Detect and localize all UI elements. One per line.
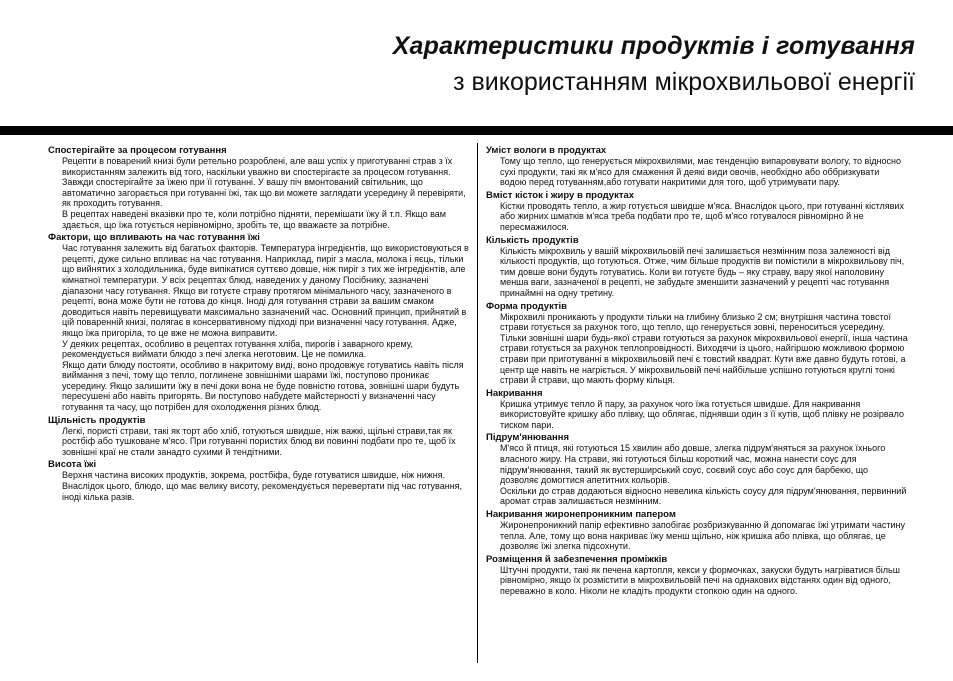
section-paragraph: Тому що тепло, що генерується мікрохвилями, має тенденцію випаровувати вологу, то відносно сухі продукти, такі як м'ясо для смаження й деякі види овочів, необхідно або оббризкувати водою перед готуванням,або готувати накритими для того, щоб утримувати пару. [500, 156, 901, 188]
section-heading: Розміщення й забезпечення проміжків [486, 553, 668, 565]
section [486, 432, 908, 507]
section-paragraph: Мікрохвилі проникають у продукти тільки на глибину близько 2 см; внутрішня частина товстої страви готується за рахунок того, що тепло, що генерується зовні, переноситься усередину. Тільки зовнішні шари будь-якої страви готуються за рахунок мікрохвильової енергії, інша частина страви готується за рахунок теплопровідності. Виходячи із цього, найгіршою можливою формою страви при приготуванні в мікрохвильовій печі є товстий квадрат. Кути вже давно будуть готові, а центр ще навіть не нагріється. У мікрохвильовій печі найбільше успішно готуються круглі тонкі страви й страви, що мають форму кільця. [500, 311, 908, 386]
section-heading: Кількість продуктів [486, 234, 579, 246]
section-heading: Форма продуктів [486, 300, 567, 312]
section-paragraph: М'ясо й птиця, які готуються 15 хвилин або довше, злегка підрум'яняться за рахунок їхнього власного жиру. На страви, які готуються більш короткий час, можна нанести соус для підрум'янювання, такий як вустерширський соус, соєвий соус або соус для барбекю, що дозволяє домогтися апетитних кольорів. [500, 443, 886, 486]
section-paragraph: Рецепти в поварений книзі були ретельно розроблені, але ваш успіх у приготуванні страв з їх використанням залежить від того, наскільки уважно ви спостерігаєте за процесом готування. Завжди спостерігайте за їжею при її готуванні. У вашу піч вмонтований світильник, що автоматично загорається при готуванні їжі, так що ви можете заглядати усередину й перевіряти, як проходить готування. [62, 156, 466, 209]
section-paragraph: Час готування залежить від багатьох факторів. Температура інгредієнтів, що використовуються в рецепті, дуже сильно впливає на час готування. Наприклад, пиріг з масла, молока і яєць, тільки що вийнятих з холодильника, буде випікатися суттєво довше, ніж пиріг з тих же інгредієнтів, але кімнатної температури. У всіх рецептах блюд, наведених у даному Посібнику, зазначені діапазони часу готування. Якщо ви готуєте страву протягом мінімального часу, зазначеного в рецепті, вона може бути не готова до кінця. Іноді для готування страви за вашим смаком доводиться навіть перевищувати максимально зазначений час. Основний принцип, прийнятий в цій поваренній книзі, полягає в консервативному підході при визначенні часу готування. Адже, якщо їжа пригоріла, то це вже не можна виправити. [62, 243, 469, 338]
right-column [486, 145, 908, 599]
section-paragraph: Кришка утримує тепло й пару, за рахунок чого їжа готується швидше. Для накривання використовуйте кришку або плівку, що облягає, піднявши один з її кутів, щоб плівку не розірвало тиском пари. [500, 398, 904, 430]
section [486, 554, 908, 597]
section-heading: Накривання [486, 387, 543, 399]
section [48, 232, 470, 413]
section-heading: Накривання жиронепроникним папером [486, 509, 676, 521]
section-paragraph: Оскільки до страв додаються відносно невелика кількість соусу для підрум'янювання, первинний аромат страв залишається незмінним. [500, 485, 907, 507]
section [486, 509, 908, 552]
section-paragraph: Кількість мікрохвиль у вашій мікрохвильовій печі залишається незмінним поза залежності від кількості продуктів, що готуються. Отже, чим більше продуктів ви помістили в мікрохвильову піч, тим довше вони будуть готуватись. Коли ви готуєте будь – яку страву, вару якої наполовину менша ваги, зазначеної в рецепті, не забудьте зменшити зазначений у рецепті час готування принаймні на одну третину. [500, 245, 905, 298]
section-heading: Вміст кісток і жиру в продуктах [486, 189, 635, 201]
section-heading: Висота їжі [48, 459, 97, 471]
section-heading: Підрум'янювання [486, 432, 570, 444]
section-heading: Щільність продуктів [48, 414, 146, 426]
page-subtitle: з використанням мікрохвильової енергії [453, 68, 915, 96]
section-paragraph: Легкі, пористі страви, такі як торт або хліб, готуються швидше, ніж важкі, щільні страви,так як ростбіф або тушковане м'ясо. При готуванні пористих блюд ви повинні подбати про те, щоб їх зовнішні краї не стали занадто сухими й тендітними. [62, 425, 456, 457]
section [486, 235, 908, 299]
section [486, 190, 908, 233]
page-title: Характеристики продуктів і готування [392, 32, 915, 60]
section-paragraph: В рецептах наведені вказівки про те, коли потрібно підняти, перемішати їжу й т.п. Якщо вам здається, що їжа готується нерівномірно, зробіть те, що вважаєте за потрібне. [62, 208, 446, 230]
section-paragraph: Якщо дати блюду постояти, особливо в накритому виді, воно продовжує готуватись навіть після виймання з печі, тому що тепло, поглинене зовнішніми шарами їжі, поступово проникає усередину. Якщо залишити їжу в печі доки вона не буде повністю готова, зовнішні шари будуть пересушені або навіть пригорять. Ви поступово набудете майстерності у визначенні часу готування та часу, що потрібен для охолодження різних блюд. [62, 359, 464, 413]
section [486, 301, 908, 386]
section-paragraph: Кістки проводять тепло, а жир готується швидше м'яса. Внаслідок цього, при готуванні кістлявих або жирних шматків м'яса треба подбати про те, щоб м'ясо готувалося рівномірно й не пересмажилося. [500, 200, 904, 232]
section-paragraph: Верхня частина високих продуктів, зокрема, ростбіфа, буде готуватися швидше, ніж нижня. Внаслідок цього, блюдо, що має велику висоту, рекомендується перевертати під час готування, іноді кілька разів. [62, 470, 463, 502]
section [486, 388, 908, 431]
section-paragraph: Жиронепроникний папір ефективно запобігає розбризкуванню й допомагає їжі утримати частину тепла. Але, тому що вона накриває їжу менш щільно, ніж кришка або плівка, що облягає, це дозволяє їжі злегка підсохнути. [500, 520, 905, 552]
column-divider [477, 143, 478, 663]
section [486, 145, 908, 188]
header-rule [0, 126, 953, 135]
section-paragraph: У деяких рецептах, особливо в рецептах готування хліба, пирогів і заварного крему, рекомендується виймати блюдо з печі злегка неготовим. Це не помилка. [62, 338, 413, 360]
section-paragraph: Штучні продукти, такі як печена картопля, кекси у формочках, закуски будуть нагріватися більш рівномірно, якщо їх розмістити в мікрохвильовій печі на однакових відстанях один від одного, переважно в коло. Ніколи не кладіть продукти стопкою один на одного. [500, 564, 900, 596]
section-heading: Спостерігайте за процесом готування [48, 145, 227, 156]
section [48, 459, 470, 502]
section-heading: Фактори, що впливають на час готування їжі [48, 232, 260, 244]
section-heading: Уміст вологи в продуктах [486, 145, 607, 156]
section [48, 415, 470, 458]
section [48, 145, 470, 230]
left-column [48, 145, 470, 504]
